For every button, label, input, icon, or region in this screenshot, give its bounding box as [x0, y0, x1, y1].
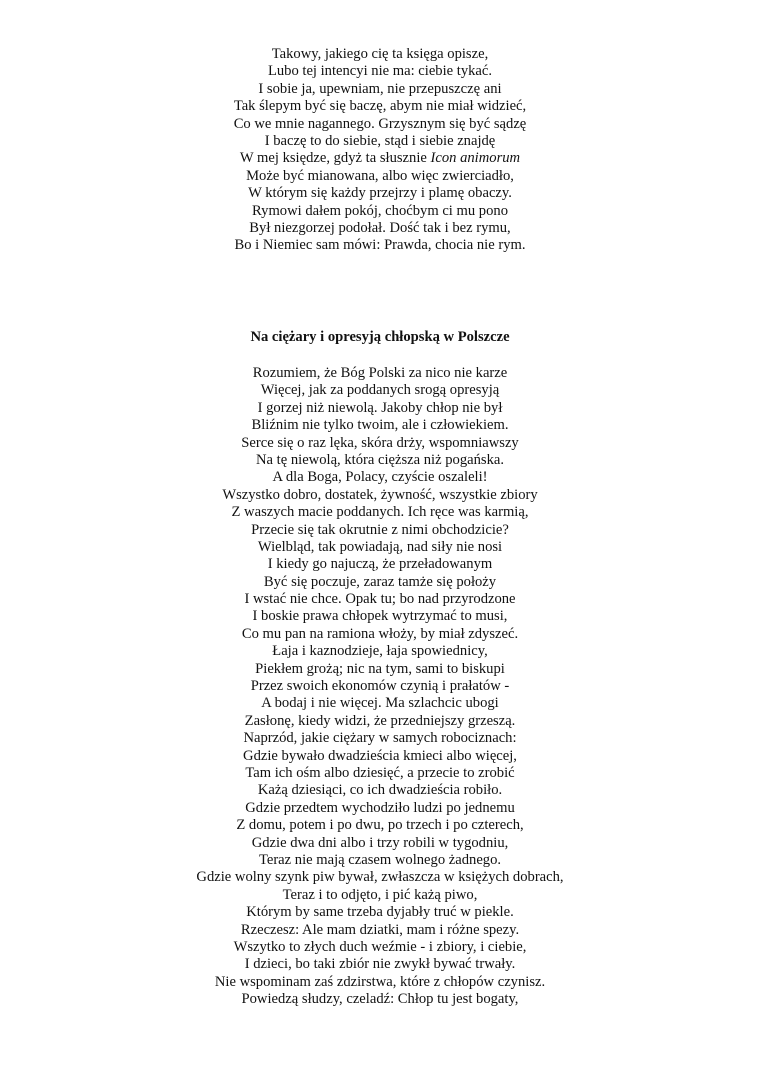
- poem-line: Łaja i kaznodzieje, łaja spowiednicy,: [272, 643, 488, 660]
- poem-line: Gdzie przedtem wychodziło ludzi po jednemu: [245, 799, 515, 816]
- poem-line: Rzeczesz: Ale mam dziatki, mam i różne spezy.: [240, 921, 520, 938]
- poem-line: Być się poczuje, zaraz tamże się położy: [263, 573, 497, 590]
- poem-line: Którym by same trzeba dyjabły truć w piekle.: [246, 904, 514, 921]
- poem-line: Rymowi dałem pokój, choćbym ci mu pono: [252, 202, 508, 219]
- poem-line: I wstać nie chce. Opak tu; bo nad przyrodzone: [244, 591, 516, 608]
- poem-line: A dla Boga, Polacy, czyście oszaleli!: [272, 469, 488, 486]
- poem-line: Piekłem grożą; nic na tym, sami to biskupi: [255, 660, 505, 677]
- poem-line: Co we mnie nagannego. Grzysznym się być sądzę: [233, 115, 527, 132]
- poem-line: Był niezgorzej podołał. Dość tak i bez rymu,: [249, 219, 511, 236]
- italic-phrase: Icon animorum: [430, 150, 521, 167]
- poem-line: Z waszych macie poddanych. Ich ręce was karmią,: [231, 504, 529, 521]
- poem-line: Takowy, jakiego cię ta księga opisze,: [271, 46, 489, 62]
- poem-line: Przez swoich ekonomów czynią i prałatów -: [250, 678, 510, 695]
- poem-line: A bodaj i nie więcej. Ma szlachcic ubogi: [261, 695, 499, 712]
- poem-line: Z domu, potem i po dwu, po trzech i po czterech,: [236, 817, 524, 834]
- section-title: Na ciężary i opresyją chłopską w Polszcze: [250, 329, 510, 345]
- poem-line: Na tę niewolą, która cięższa niż pogańska.: [256, 451, 504, 468]
- poem-line: I kiedy go najuczą, że przeładowanym: [267, 556, 493, 573]
- section-poem: [0, 365, 760, 1008]
- poem-line: Co mu pan na ramiona włoży, by miał zdyszeć.: [241, 625, 519, 642]
- poem-line: Teraz nie mają czasem wolnego żadnego.: [258, 851, 502, 868]
- poem-line: I boskie prawa chłopek wytrzymać to musi,: [252, 608, 508, 625]
- poem-line: Tam ich ośm albo dziesięć, a przecie to zrobić: [245, 764, 515, 781]
- top-poem: [0, 46, 760, 255]
- poem-line: Bliźnim nie tylko twoim, ale i człowiekiem.: [251, 417, 509, 434]
- poem-line-text: W mej księdze, gdyż ta słusznie: [239, 150, 431, 167]
- poem-line: Powiedzą słudzy, czeladź: Chłop tu jest bogaty,: [241, 991, 519, 1008]
- poem-line: Może być mianowana, albo więc zwierciadło,: [246, 167, 514, 184]
- poem-line-with-italic: [0, 150, 760, 167]
- poem-line: Każą dziesiąci, co ich dwadzieścia robiło.: [257, 782, 503, 799]
- poem-line: I gorzej niż niewolą. Jakoby chłop nie był: [257, 399, 503, 416]
- poem-line: Lubo tej intencyi nie ma: ciebie tykać.: [267, 63, 493, 80]
- poem-line: W którym się każdy przejrzy i plamę obaczy.: [248, 185, 512, 202]
- poem-line: Naprzód, jakie ciężary w samych robociznach:: [243, 730, 517, 747]
- poem-line: I dzieci, bo taki zbiór nie zwykł bywać trwały.: [244, 956, 516, 973]
- poem-line: Wielbląd, tak powiadają, nad siły nie nosi: [257, 538, 503, 555]
- poem-line: I sobie ja, upewniam, nie przepuszczę ani: [258, 80, 502, 97]
- poem-line: Nie wspominam zaś zdzirstwa, które z chłopów czynisz.: [214, 973, 546, 990]
- poem-line: Zasłonę, kiedy widzi, że przedniejszy grzeszą.: [244, 712, 516, 729]
- poem-line: I baczę to do siebie, stąd i siebie znajdę: [264, 132, 496, 149]
- poem-line: Gdzie dwa dni albo i trzy robili w tygodniu,: [251, 834, 509, 851]
- poem-line: Przecie się tak okrutnie z nimi obchodzicie?: [251, 521, 509, 538]
- poem-line: Teraz i to odjęto, i pić każą piwo,: [282, 886, 478, 903]
- poem-line: Serce się o raz lęka, skóra drży, wspomniawszy: [241, 434, 519, 451]
- poem-line: Wszytko to złych duch weźmie - i zbiory, i ciebie,: [233, 938, 527, 955]
- poem-line: Tak ślepym być się baczę, abym nie miał widzieć,: [233, 98, 527, 115]
- poem-line: Rozumiem, że Bóg Polski za nico nie karze: [252, 365, 508, 381]
- poem-line: Więcej, jak za poddanych srogą opresyją: [260, 382, 500, 399]
- poem-line: Bo i Niemiec sam mówi: Prawda, chocia nie rym.: [234, 237, 526, 254]
- poem-line: Wszystko dobro, dostatek, żywność, wszystkie zbiory: [222, 486, 538, 503]
- poem-line: Gdzie wolny szynk piw bywał, zwłaszcza w księżych dobrach,: [196, 869, 564, 886]
- poem-line: Gdzie bywało dwadzieścia kmieci albo więcej,: [243, 747, 517, 764]
